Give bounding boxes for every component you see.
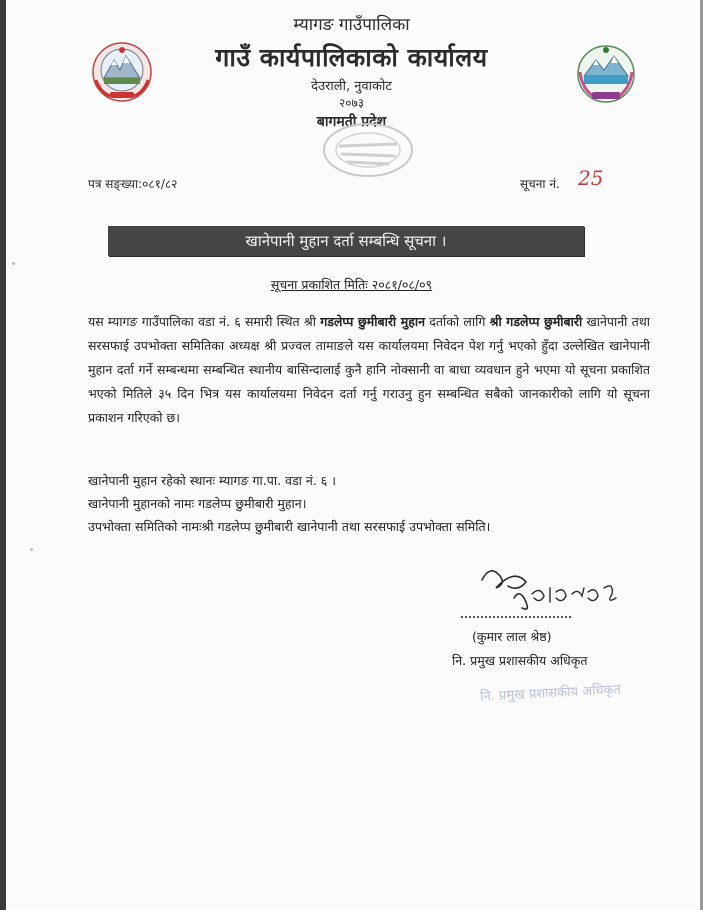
notice-number-handwritten: 25 <box>578 166 604 190</box>
source-location-line: खानेपानी मुहान रहेको स्थानः म्यागङ गा.पा. वडा नं. ६ । <box>88 473 336 488</box>
body-text-2: दर्ताको लागि <box>425 314 490 329</box>
letter-reference-number: पत्र सङ्ख्या:०८१/८२ <box>88 177 178 191</box>
designation-stamp: नि. प्रमुख प्रशासकीय अधिकृत <box>479 682 622 705</box>
source-name-line: खानेपानी मुहानको नामः गडलेप्प छुमीबारी मुहान। <box>88 496 307 511</box>
body-text-1: यस म्यागङ गाउँपालिका वडा नं. ६ समारी स्थित श्री <box>88 314 321 329</box>
nepal-emblem-icon <box>90 40 154 104</box>
province-name: बागमती प्रदेश <box>316 114 387 130</box>
signatory-title: नि. प्रमुख प्रशासकीय अधिकृत <box>452 653 588 668</box>
body-committee-name: श्री गडलेप्प छुमीबारी <box>489 314 583 329</box>
publication-date: सूचना प्रकाशित मितिः २०८१/०८/०९ <box>270 277 433 292</box>
municipality-name: म्यागङ गाउँपालिका <box>293 15 410 35</box>
office-seal-stamp <box>318 118 418 182</box>
body-source-name: गडलेप्प छुमीबारी मुहान <box>320 314 426 329</box>
signatory-name: (कुमार लाल श्रेष्ठ) <box>472 629 552 644</box>
notice-number-label: सूचना नं. <box>520 177 560 191</box>
scan-speck <box>12 262 15 265</box>
established-year: २०७३ <box>339 96 364 110</box>
scan-edge-left <box>0 0 6 910</box>
office-name: गाउँ कार्यपालिकाको कार्यालय <box>215 43 488 72</box>
notice-body-paragraph <box>88 310 650 430</box>
notice-title-banner: खानेपानी मुहान दर्ता सम्बन्धि सूचना । <box>108 226 584 256</box>
signature-line <box>461 616 571 618</box>
handwritten-signature <box>474 558 634 620</box>
scan-speck <box>30 548 33 551</box>
municipality-logo-icon <box>574 42 638 106</box>
committee-name-line: उपभोक्ता समितिको नामःश्री गडलेप्प छुमीबारी खानेपानी तथा सरसफाई उपभोक्ता समिति। <box>88 519 491 534</box>
body-text-3: खानेपानी तथा सरसफाई उपभोक्ता समितिका अध्यक्ष श्री प्रज्वल तामाङले यस कार्यालयमा निवेदन पेश गर्नु भएको हुँदा उल्लेखित खानेपानी मुहान दर्ता गर्ने सम्बन्धमा सम्बन्धित स्थानीय बासिन्दालाई कुनै हानि नोक्सानी वा बाधा व्यवधान हुने भएमा यो सूचना प्रकाशित भएको मितिले ३५ दिन भित्र यस कार्यालयमा निवेदन दर्ता गर्नु गराउनु हुन सम्बन्धित सबैको जानकारीको लागि यो सूचना प्रकाशन गरिएको छ। <box>88 314 650 425</box>
office-location: देउराली, नुवाकोट <box>311 79 392 94</box>
